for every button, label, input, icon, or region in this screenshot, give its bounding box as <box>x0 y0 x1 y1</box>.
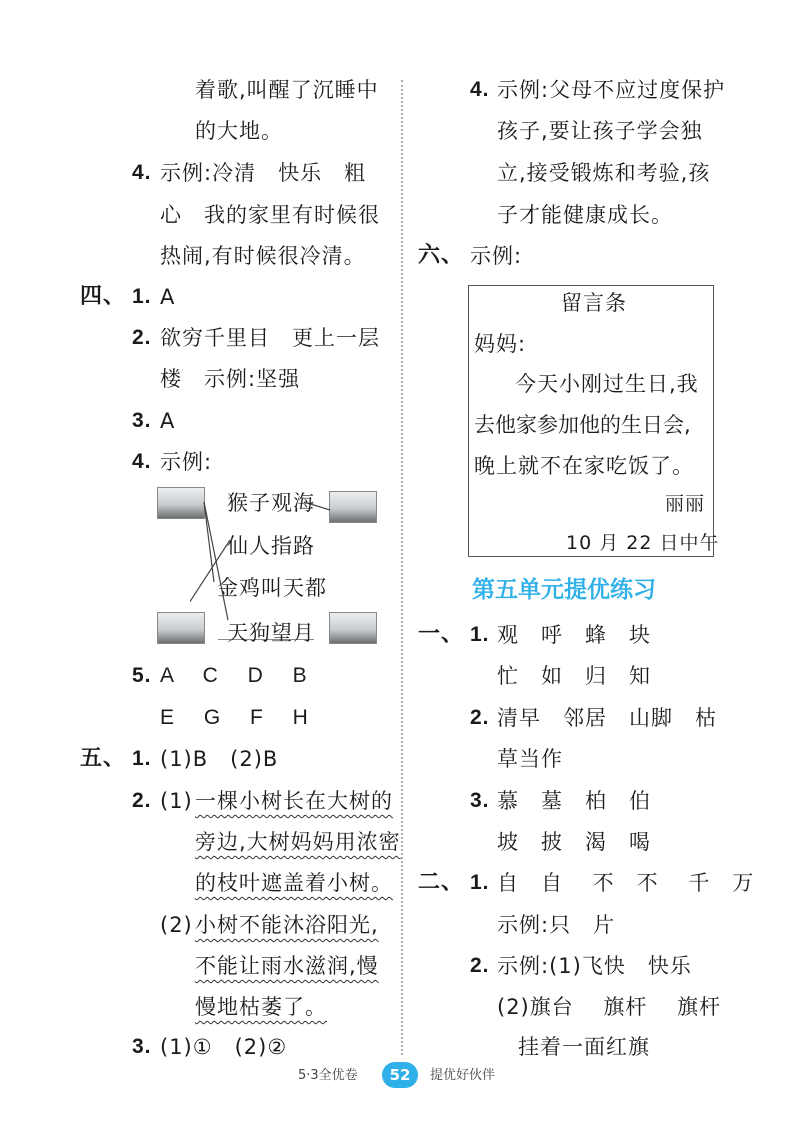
text-line: 孩子,要让孩子学会独 <box>497 119 703 143</box>
question-number: 1. <box>132 285 152 308</box>
text-line: 热闹,有时候很冷清。 <box>160 244 366 268</box>
section-label: 二、 <box>418 870 465 895</box>
text-line: 示例:(1)飞快 快乐 <box>497 954 692 978</box>
section-label: 四、 <box>80 284 127 309</box>
footer-brand: 5·3全优卷 <box>298 1068 358 1083</box>
section-label: 五、 <box>80 746 127 771</box>
question-number: 4. <box>470 78 490 101</box>
text-line: 忙 如 归 知 <box>497 664 651 688</box>
sub-marker: (1) <box>160 789 193 813</box>
text-line: 清早 邻居 山脚 枯 <box>497 706 717 730</box>
note-date: 10 月 22 日中午 <box>566 532 720 554</box>
column-divider <box>401 80 403 1055</box>
text-line: 示例:父母不应过度保护 <box>497 78 726 102</box>
question-number: 1. <box>470 871 490 894</box>
text-line: (2)旗台 旗杆 旗杆 <box>497 995 722 1019</box>
answer: A <box>160 409 176 433</box>
text-line: 小树不能沐浴阳光, <box>195 913 379 937</box>
text-line: 心 我的家里有时候很 <box>160 203 380 227</box>
note-title: 留言条 <box>561 291 627 315</box>
text-line: A C D B <box>160 664 308 687</box>
question-number: 3. <box>470 789 490 812</box>
question-number: 2. <box>132 326 152 349</box>
sub-marker: (2) <box>160 913 193 937</box>
text-line: 的枝叶遮盖着小树。 <box>195 871 393 895</box>
question-number: 3. <box>132 409 152 432</box>
text-line: (1)① (2)② <box>160 1035 288 1059</box>
question-number: 4. <box>132 450 152 473</box>
text-line: 楼 示例:坚强 <box>160 367 301 391</box>
note-body-line: 今天小刚过生日,我 <box>515 372 699 396</box>
text-line: 草当作 <box>497 747 563 771</box>
note-signature: 丽丽 <box>665 493 706 515</box>
note-body-line: 去他家参加他的生日会, <box>474 413 691 437</box>
question-number: 1. <box>470 623 490 646</box>
text-line: 立,接受锻炼和考验,孩 <box>497 161 711 185</box>
page-number: 52 <box>382 1062 418 1088</box>
text-line: 示例:冷清 快乐 粗 <box>160 161 367 185</box>
text-line: 自 自 不 不 千 万 <box>497 871 755 895</box>
question-number: 2. <box>132 789 152 812</box>
text-line: 欲穷千里目 更上一层 <box>160 326 380 350</box>
question-number: 2. <box>470 706 490 729</box>
text-line: 坡 披 渴 喝 <box>497 830 651 854</box>
text-line: E G F H <box>160 706 309 729</box>
section-label: 一、 <box>418 622 465 647</box>
text-line: 不能让雨水滋润,慢 <box>195 954 379 978</box>
text-line: 着歌,叫醒了沉睡中 <box>195 78 379 102</box>
note-salutation: 妈妈: <box>474 332 527 356</box>
text-line: 观 呼 蜂 块 <box>497 623 651 647</box>
text-line: 的大地。 <box>195 119 283 143</box>
answer: A <box>160 285 176 309</box>
footer-tagline: 提优好伙伴 <box>430 1068 496 1083</box>
text-line: 慢地枯萎了。 <box>195 995 327 1019</box>
question-number: 3. <box>132 1035 152 1058</box>
text-line: 子才能健康成长。 <box>497 203 673 227</box>
match-item: 天狗望月 <box>227 621 315 645</box>
question-number: 4. <box>132 161 152 184</box>
text-line: 示例: <box>470 244 523 268</box>
section-label: 六、 <box>418 243 465 268</box>
match-item: 仙人指路 <box>227 534 315 558</box>
question-number: 5. <box>132 664 152 687</box>
text-line: 一棵小树长在大树的 <box>195 789 393 813</box>
match-item: 金鸡叫天都 <box>217 576 327 600</box>
note-body-line: 晚上就不在家吃饭了。 <box>474 454 694 478</box>
text-line: (1)B (2)B <box>160 747 279 771</box>
unit-title: 第五单元提优练习 <box>472 577 656 603</box>
text-line: 慕 墓 柏 伯 <box>497 789 651 813</box>
question-number: 1. <box>132 747 152 770</box>
text-line: 挂着一面红旗 <box>518 1035 650 1059</box>
text-line: 示例:只 片 <box>497 913 616 937</box>
text-line: 示例: <box>160 450 213 474</box>
question-number: 2. <box>470 954 490 977</box>
match-item: 猴子观海 <box>227 491 315 515</box>
text-line: 旁边,大树妈妈用浓密 <box>195 830 401 854</box>
